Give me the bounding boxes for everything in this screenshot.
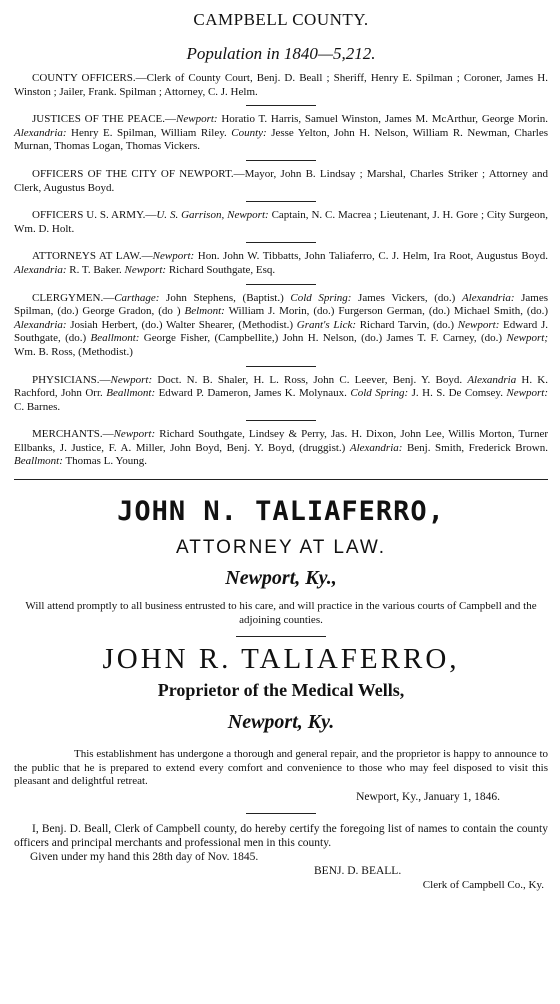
section-text: Richard Southgate, Lindsey & Perry, Jas. H. Dixon, John Lee, Willis Morton, Turner Ellbanks, J. Justice, F. A. Miller, John Boyd, Benj. Y. Boyd, (druggist.) [14, 428, 548, 454]
place-name: Alexandria: [14, 318, 67, 331]
section-text: James Spilman, (do.) George Gradon, (do ) [14, 291, 548, 318]
divider [246, 366, 316, 367]
place-name: Newport: [110, 373, 153, 386]
section-text: Doct. N. B. Shaler, H. L. Ross, John C. Leever, Benj. Y. Boyd. [152, 373, 468, 386]
section-text: Henry E. Spilman, William Riley. [66, 126, 232, 139]
attorneys-section [14, 250, 548, 277]
section-text: Benj. Smith, Frederick Brown. [402, 441, 549, 454]
place-name: Alexandria: [14, 263, 67, 276]
section-head: COUNTY OFFICERS. [32, 72, 136, 84]
physicians-section [14, 374, 548, 415]
section-text: Jesse Yelton, John H. Nelson, William R. Newman, Charles Murnan, Thomas Logan, Thomas Vickers. [14, 126, 548, 153]
section-head: OFFICERS U. S. ARMY.— [32, 209, 157, 222]
section-text: Richard Tarvin, (do.) [356, 318, 458, 331]
ad1-role: ATTORNEY AT LAW. [175, 537, 387, 559]
section-text: William J. Morin, (do.) Furgerson German, (do.) Michael Smith, (do.) [224, 305, 549, 318]
place-name: Alexandria [467, 373, 517, 386]
section-text: Captain, N. C. Macrea ; Lieutenant, J. H. Gore ; City Surgeon, Wm. D. Holt. [14, 209, 548, 235]
section-text: J. H. S. De Comsey. [408, 387, 507, 400]
place-name: County: [231, 126, 267, 139]
place-name: Alexandria: [14, 126, 67, 139]
place-name: Belmont: [184, 305, 225, 318]
section-head: MERCHANTS.— [32, 428, 114, 441]
army-section [14, 209, 548, 236]
section-text: H. K. Rachford, John Orr. [14, 373, 549, 400]
ad2-date: Newport, Ky., January 1, 1846. [356, 791, 500, 804]
place-name: Newport; [506, 332, 548, 345]
place-name: U. S. Garrison, Newport: [156, 209, 269, 222]
place-name: Newport: [457, 318, 500, 331]
section-text: Horatio T. Harris, Samuel Winston, James M. McArthur, George Morin. [217, 113, 548, 126]
certificate-given: Given under my hand this 28th day of Nov. 1845. [30, 851, 259, 864]
section-head: OFFICERS OF THE CITY OF NEWPORT. [32, 167, 234, 180]
divider [246, 420, 316, 421]
ad1-text: Will attend promptly to all business entrusted to his care, and will practice in the various courts of Campbell and the adjoining counties. [25, 600, 537, 626]
certificate-signature: BENJ. D. BEALL. [314, 865, 402, 878]
section-text: —Clerk of County Court, Benj. D. Beall ; Sheriff, Henry E. Spilman ; Coroner, James H. Winston ; Jailer, Frank. Spilman ; Attorney, C. J. Helm. [14, 72, 548, 98]
certificate-signature-title: Clerk of Campbell Co., Ky. [422, 879, 544, 892]
divider [246, 242, 316, 243]
section-text: Wm. B. Ross, (Methodist.) [14, 345, 133, 358]
section-text: —Mayor, John B. Lindsay ; Marshal, Charles Striker ; Attorney and Clerk, Augustus Boyd. [14, 167, 548, 194]
population-line: Population in 1840—5,212. [186, 44, 376, 63]
divider [246, 105, 316, 106]
city-officers-section [14, 168, 548, 195]
place-name: Cold Spring: [350, 387, 409, 400]
section-head: PHYSICIANS.— [32, 373, 111, 386]
certificate-text: I, Benj. D. Beall, Clerk of Campbell county, do hereby certify the foregoing list of names to contain the county officers and principal merchants and professional men in this county. [14, 823, 548, 850]
ad2-role: Proprietor of the Medical Wells, [157, 680, 405, 701]
section-head: CLERGYMEN.— [32, 291, 115, 304]
ad2-city: Newport, Ky. [227, 711, 335, 734]
section-text: John Stephens, (Baptist.) [159, 291, 291, 304]
clergymen-section [14, 292, 548, 360]
place-name: Carthage: [114, 291, 160, 304]
ad2-name: JOHN R. TALIAFERRO, [102, 643, 460, 676]
ad1-city: Newport, Ky., [225, 567, 337, 590]
section-text: Josiah Herbert, (do.) Walter Shearer, (Methodist.) [66, 318, 297, 331]
section-text: R. T. Baker. [66, 263, 125, 276]
section-text: Hon. John W. Tibbatts, John Taliaferro, C. J. Helm, Ira Root, Augustus Boyd. [194, 250, 548, 263]
section-text: Edward P. Dameron, James K. Molynaux. [155, 387, 351, 400]
divider [246, 813, 316, 814]
place-name: Cold Spring: [290, 291, 352, 304]
divider [246, 160, 316, 161]
place-name: Alexandria: [349, 441, 403, 454]
place-name: Newport: [506, 387, 548, 400]
county-officers-section [14, 72, 548, 99]
merchants-section [14, 428, 548, 469]
place-name: Beallmont: [106, 387, 156, 400]
place-name: Newport: [152, 250, 195, 263]
place-name: Beallmont: [14, 455, 63, 468]
ad1-name: JOHN N. TALIAFERRO, [117, 496, 445, 528]
section-text: Edward J. Southgate, (do.) [14, 318, 548, 345]
place-name: Alexandria: [461, 291, 515, 304]
ad2-text: This establishment has undergone a thorough and general repair, and the proprietor is happy to announce to the public that he is prepared to extend every comfort and convenience to those who may feel disposed to visit this pleasant and delightful retreat. [14, 748, 548, 788]
place-name: Newport: [113, 428, 156, 441]
place-name: Beallmont: [90, 332, 140, 345]
divider [246, 284, 316, 285]
justices-section [14, 113, 548, 154]
divider [236, 636, 326, 637]
section-text: Thomas L. Young. [62, 455, 148, 468]
section-head: JUSTICES OF THE PEACE.— [32, 113, 177, 126]
section-head: ATTORNEYS AT LAW.— [32, 250, 153, 263]
place-name: Grant's Lick: [296, 318, 356, 331]
section-text: James Vickers, (do.) [351, 291, 462, 304]
section-divider [14, 479, 548, 480]
section-text: George Fisher, (Campbellite,) John H. Nelson, (do.) James T. F. Carney, (do.) [139, 332, 507, 345]
place-name: Newport: [124, 263, 167, 276]
section-text: C. Barnes. [14, 400, 61, 413]
place-name: Newport: [176, 113, 218, 126]
divider [246, 201, 316, 202]
county-title: CAMPBELL COUNTY. [193, 10, 369, 29]
section-text: Richard Southgate, Esq. [166, 263, 276, 276]
